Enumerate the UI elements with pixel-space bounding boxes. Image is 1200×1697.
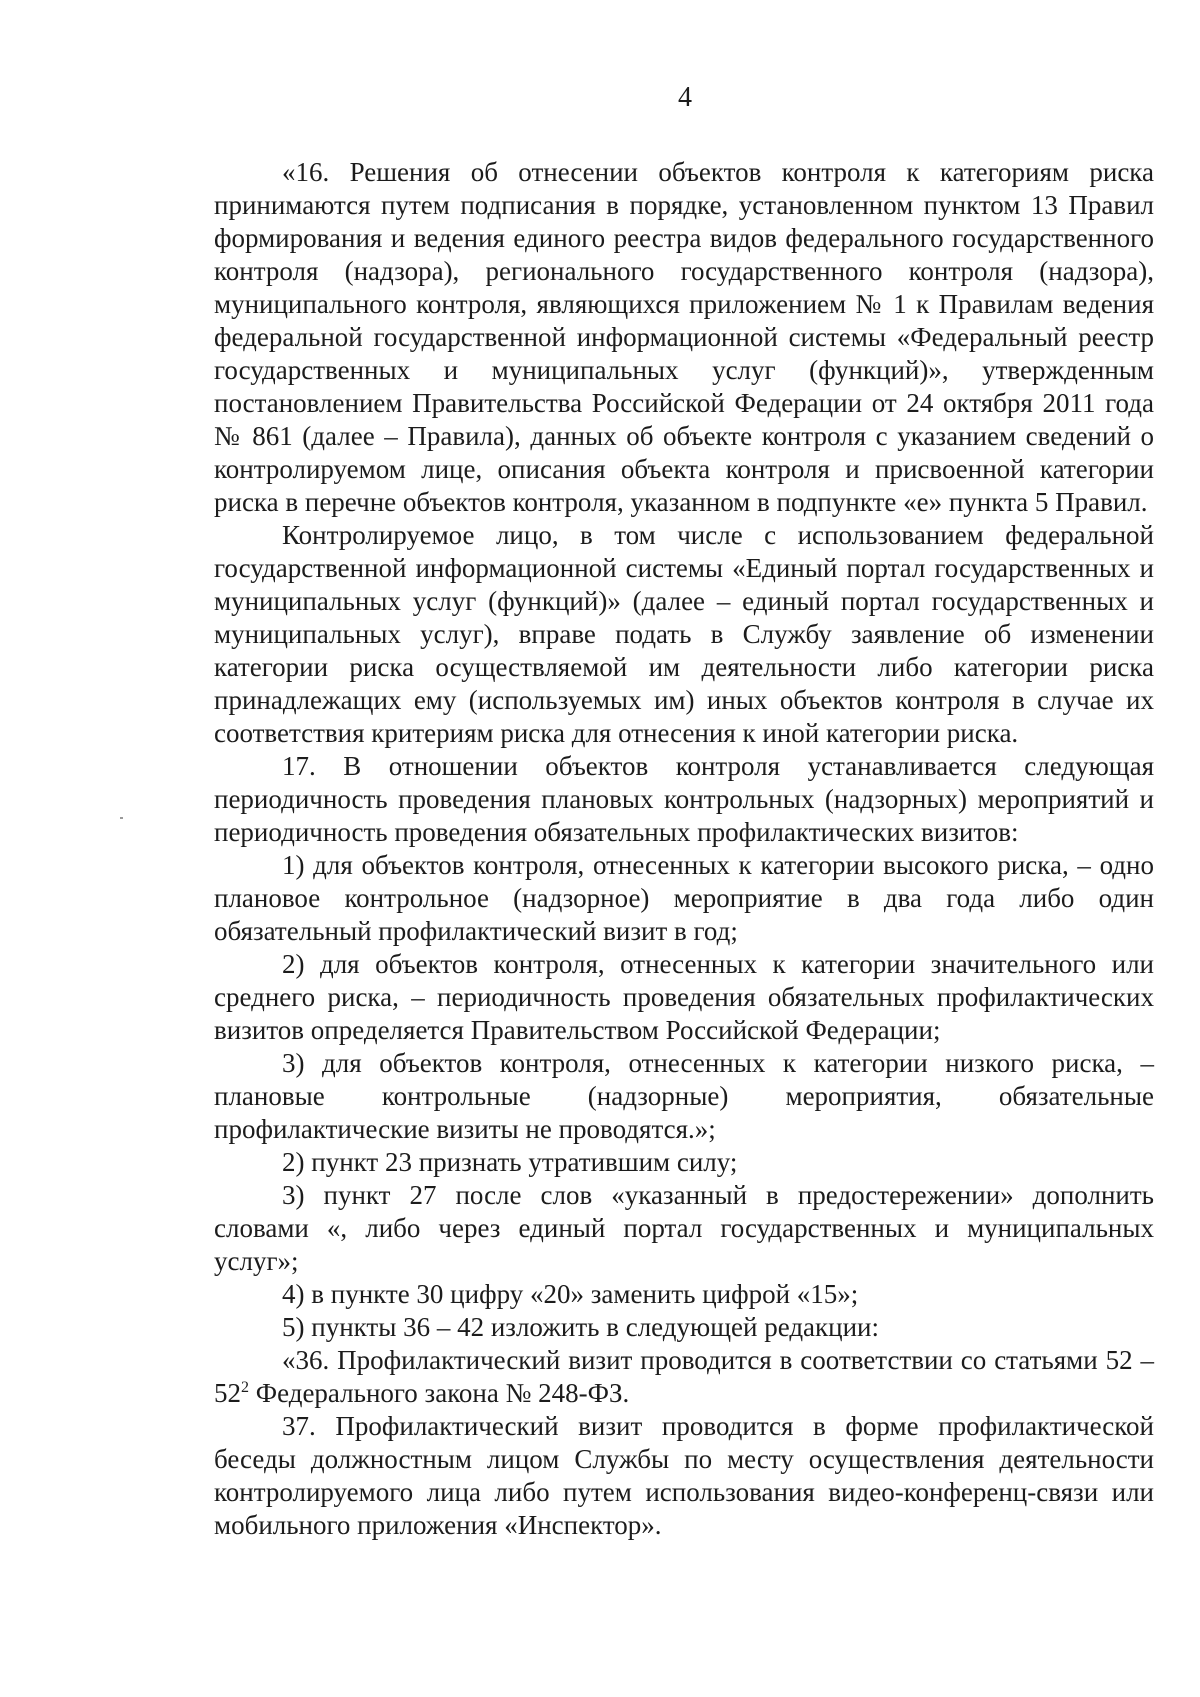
- paragraph-controlled-person: Контролируемое лицо, в том числе с использованием федеральной государственной информационной системы «Единый портал государственных и муниципальных услуг (функций)» (далее – единый портал государственных и муниципальных услуг), вправе подать в Службу заявление об изменении категории риска осуществляемой им деятельности либо категории риска принадлежащих ему (используемых им) иных объектов контроля в случае их соответствия критериям риска для отнесения к иной категории риска.: [214, 520, 1154, 748]
- paragraph-17: 17. В отношении объектов контроля устанавливается следующая периодичность проведения плановых контрольных (надзорных) мероприятий и периодичность проведения обязательных профилактических визитов:: [214, 751, 1154, 847]
- paragraph-16: «16. Решения об отнесении объектов контроля к категориям риска принимаются путем подписания в порядке, установленном пунктом 13 Правил формирования и ведения единого реестра видов федерального государственного контроля (надзора), регионального государственного контроля (надзора), муниципального контроля, являющихся приложением № 1 к Правилам ведения федеральной государственной информационной системы «Федеральный реестр государственных и муниципальных услуг (функций)», утвержденным постановлением Правительства Российской Федерации от 24 октября 2011 года № 861 (далее – Правила), данных об объекте контроля с указанием сведений о контролируемом лице, описания объекта контроля и присвоенной категории риска в перечне объектов контроля, указанном в подпункте «е» пункта 5 Правил.: [214, 157, 1154, 517]
- paragraph-36: [214, 1344, 1154, 1410]
- paragraph-36-text-before: «36. Профилактический визит проводится в соответствии со статьями 52 – 52: [214, 1345, 1154, 1408]
- list-item-high-risk: 1) для объектов контроля, отнесенных к категории высокого риска, – одно плановое контрольное (надзорное) мероприятие в два года либо один обязательный профилактический визит в год;: [214, 850, 1154, 946]
- page-number: 4: [678, 82, 692, 113]
- paragraph-37: 37. Профилактический визит проводится в форме профилактической беседы должностным лицом Службы по месту осуществления деятельности контролируемого лица либо путем использования видео-конференц-связи или мобильного приложения «Инспектор».: [214, 1411, 1154, 1540]
- amendment-item-30: 4) в пункте 30 цифру «20» заменить цифрой «15»;: [282, 1279, 859, 1309]
- paragraph-36-text-after: Федерального закона № 248-ФЗ.: [249, 1378, 630, 1408]
- margin-mark: [120, 817, 123, 819]
- paragraph-36-superscript: 2: [241, 1379, 249, 1396]
- amendment-item-23: 2) пункт 23 признать утратившим силу;: [282, 1147, 738, 1177]
- list-item-low-risk: 3) для объектов контроля, отнесенных к категории низкого риска, – плановые контрольные (надзорные) мероприятия, обязательные профилактические визиты не проводятся.»;: [214, 1048, 1154, 1144]
- amendment-item-36-42: 5) пункты 36 – 42 изложить в следующей редакции:: [282, 1312, 880, 1342]
- list-item-significant-risk: 2) для объектов контроля, отнесенных к категории значительного или среднего риска, – периодичность проведения обязательных профилактических визитов определяется Правительством Российской Федерации;: [214, 949, 1154, 1045]
- document-body: [214, 156, 1154, 1542]
- amendment-item-27: 3) пункт 27 после слов «указанный в предостережении» дополнить словами «, либо через единый портал государственных и муниципальных услуг»;: [214, 1180, 1154, 1276]
